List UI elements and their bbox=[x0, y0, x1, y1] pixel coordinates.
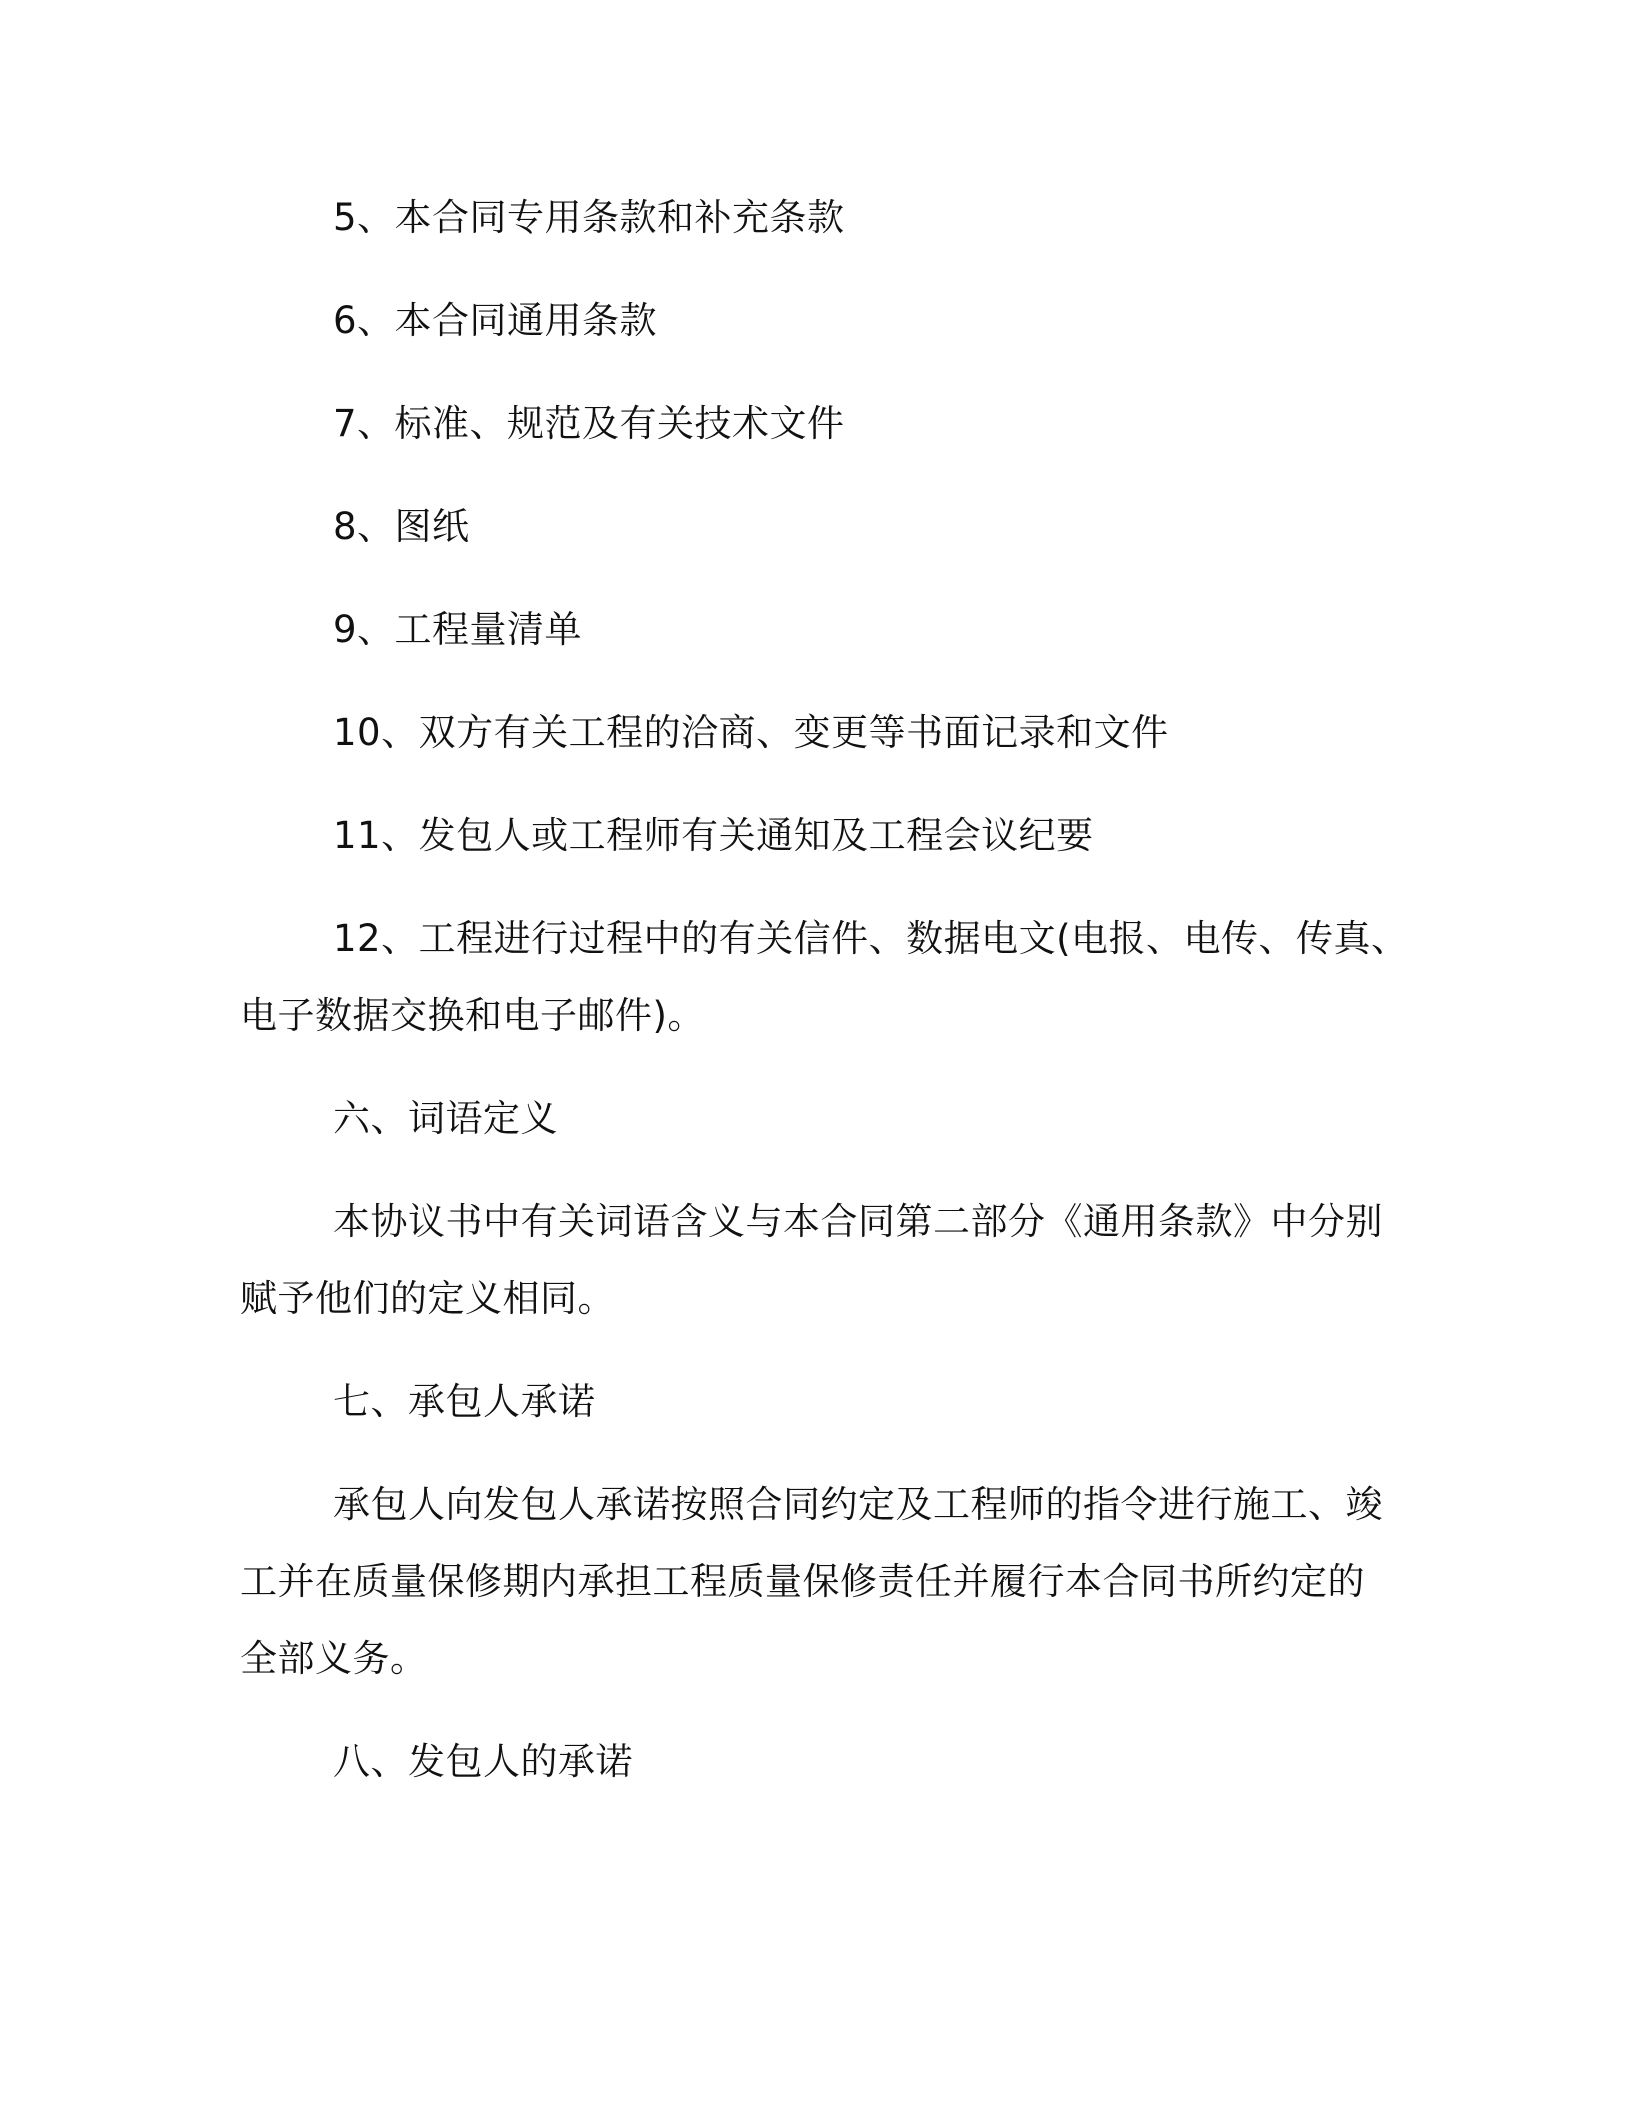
section-heading-7: 七、承包人承诺 bbox=[333, 1380, 596, 1423]
list-item-5: 5、本合同专用条款和补充条款 bbox=[333, 196, 845, 239]
section-7-paragraph-line-1: 承包人向发包人承诺按照合同约定及工程师的指令进行施工、竣 bbox=[333, 1483, 1383, 1526]
section-7-paragraph-line-2: 工并在质量保修期内承担工程质量保修责任并履行本合同书所约定的 bbox=[240, 1560, 1365, 1603]
section-heading-8: 八、发包人的承诺 bbox=[333, 1740, 633, 1783]
list-item-8: 8、图纸 bbox=[333, 505, 470, 548]
list-item-12-line-1: 12、工程进行过程中的有关信件、数据电文(电报、电传、传真、 bbox=[333, 917, 1409, 960]
section-heading-6: 六、词语定义 bbox=[333, 1097, 558, 1140]
list-item-7: 7、标准、规范及有关技术文件 bbox=[333, 402, 845, 445]
list-item-6: 6、本合同通用条款 bbox=[333, 299, 658, 342]
list-item-11: 11、发包人或工程师有关通知及工程会议纪要 bbox=[333, 814, 1094, 857]
section-6-paragraph-line-2: 赋予他们的定义相同。 bbox=[240, 1277, 615, 1320]
section-7-paragraph-line-3: 全部义务。 bbox=[240, 1637, 428, 1680]
list-item-12-line-2: 电子数据交换和电子邮件)。 bbox=[240, 994, 705, 1037]
section-6-paragraph-line-1: 本协议书中有关词语含义与本合同第二部分《通用条款》中分别 bbox=[333, 1200, 1383, 1243]
list-item-10: 10、双方有关工程的洽商、变更等书面记录和文件 bbox=[333, 711, 1169, 754]
list-item-9: 9、工程量清单 bbox=[333, 608, 583, 651]
